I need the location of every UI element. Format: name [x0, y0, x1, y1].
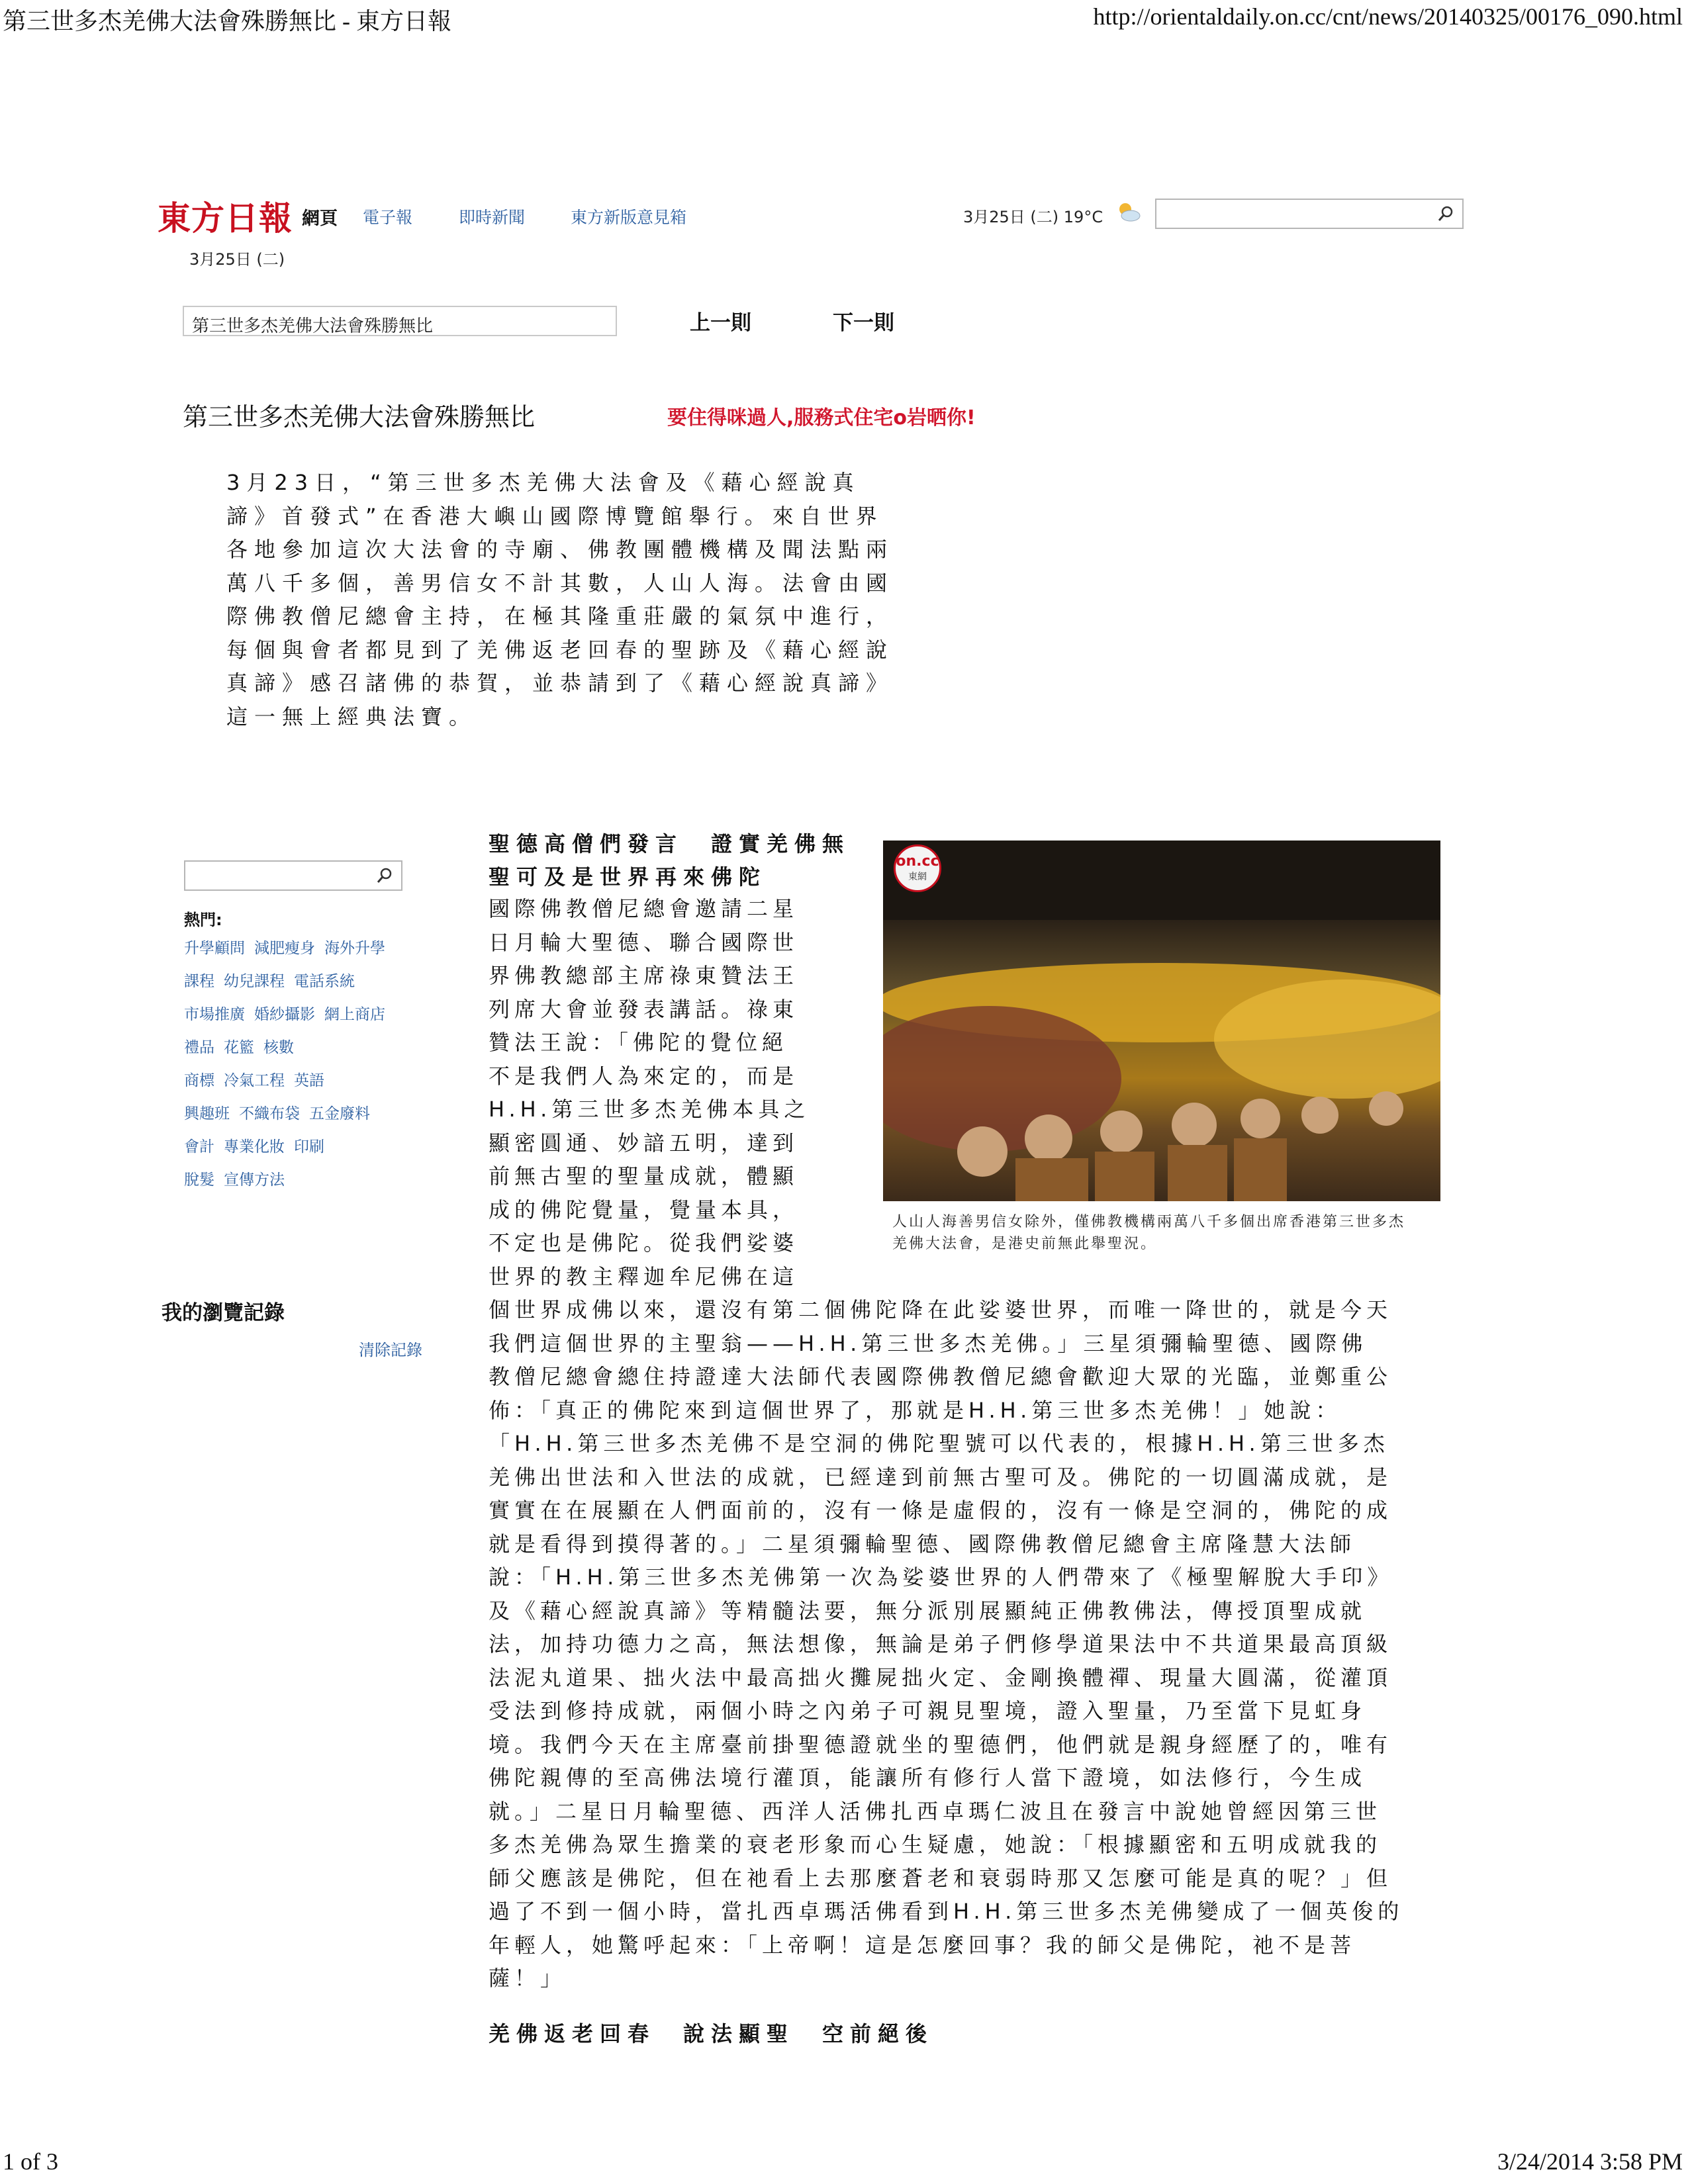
- oncc-logo-sub: 東網: [908, 872, 927, 882]
- search-icon[interactable]: [1437, 205, 1454, 222]
- hot-link[interactable]: 五金廢料: [309, 1105, 370, 1122]
- section1-narrow-text: 國際佛教僧尼總會邀請二星 日月輪大聖德、聯合國際世 界佛教總部主席祿東贊法王 列席大會並發表講話。祿東 贊法王說：「佛陀的覺位絕 不是我們人為來定的，而是 H.H.第三世多杰羌佛本具之 顯密圓通、妙諳五明，達到 前無古聖的聖量成就，體顯 成的佛陀覺量，覺量本具， 不定也是佛陀。從我們娑婆 世界的教主釋迦牟尼佛在這: [489, 896, 810, 1289]
- weather-icon: [1115, 200, 1141, 224]
- hot-link[interactable]: 海外升學: [324, 940, 385, 957]
- article-photo[interactable]: [883, 841, 1440, 1201]
- promo-link[interactable]: 要住得咪過人,服務式住宅o岩晒你!: [667, 406, 976, 430]
- print-page-title: 第三世多杰羌佛大法會殊勝無比 - 東方日報: [3, 8, 451, 34]
- header-search-input[interactable]: [1155, 199, 1464, 229]
- hot-link[interactable]: 核數: [263, 1039, 294, 1056]
- hot-link[interactable]: 電話系統: [294, 973, 355, 990]
- hot-link[interactable]: 幼兒課程: [224, 973, 285, 990]
- hot-link[interactable]: 會計: [184, 1138, 214, 1156]
- date-weather: 3月25日 (二) 19°C: [963, 208, 1103, 226]
- hot-links-row: [184, 1170, 402, 1190]
- sidebar-search-input[interactable]: [184, 860, 402, 891]
- clear-history-link[interactable]: 清除記錄: [359, 1341, 422, 1359]
- lead-paragraph: 3月23日，“第三世多杰羌佛大法會及《藉心經說真 諦》首發式”在香港大嶼山國際博覽館舉行。來自世界 各地參加這次大法會的寺廟、佛教團體機構及聞法點兩 萬八千多個，善男信女不計其數，人山人海。法會由國 際佛教僧尼總會主持，在極其隆重莊嚴的氣氛中進行， 每個與會者都見到了羌佛返老回春的聖跡及《藉心經說 真諦》感召諸佛的恭賀，並恭請到了《藉心經說真諦》 這一無上經典法寶。: [226, 470, 894, 729]
- hot-link[interactable]: 禮品: [184, 1039, 214, 1056]
- hot-links-row: [184, 1038, 402, 1058]
- hot-link[interactable]: 課程: [184, 973, 214, 990]
- article-headline: 第三世多杰羌佛大法會殊勝無比: [183, 402, 536, 432]
- section2-title: 羌佛返老回春 說法顯聖 空前絕後: [489, 2021, 934, 2046]
- hot-link[interactable]: 專業化妝: [224, 1138, 285, 1156]
- oncc-logo-badge: [894, 844, 941, 892]
- web-label[interactable]: 網頁: [302, 208, 338, 229]
- nav-link-instant-news[interactable]: 即時新聞: [459, 208, 526, 227]
- photo-caption: 人山人海善男信女除外，僅佛教機構兩萬八千多個出席香港第三世多杰 羌佛大法會，是港史前無此舉聖況。: [892, 1214, 1406, 1252]
- search-icon[interactable]: [376, 867, 393, 884]
- hot-link[interactable]: 不織布袋: [239, 1105, 300, 1122]
- prev-article-button[interactable]: 上一則: [690, 311, 751, 335]
- hot-links-row: [184, 1071, 402, 1091]
- print-timestamp: 3/24/2014 3:58 PM: [1497, 2148, 1683, 2175]
- print-page-count: 1 of 3: [3, 2148, 58, 2175]
- hot-link[interactable]: 印刷: [294, 1138, 324, 1156]
- hot-link[interactable]: 興趣班: [184, 1105, 230, 1122]
- hot-link[interactable]: 升學顧問: [184, 940, 245, 957]
- site-logo[interactable]: 東方日報: [158, 199, 293, 238]
- hot-links-row: [184, 1137, 402, 1157]
- hot-link[interactable]: 宣傳方法: [224, 1171, 285, 1189]
- print-url: http://orientaldaily.on.cc/cnt/news/20140325/00176_090.html: [1093, 3, 1683, 30]
- hot-link[interactable]: 花籃: [224, 1039, 254, 1056]
- hot-link[interactable]: 婚紗攝影: [254, 1006, 315, 1023]
- hot-links-row: [184, 1005, 402, 1024]
- section1-title: 聖德高僧們發言 證實羌佛無 聖可及是世界再來佛陀: [489, 831, 851, 889]
- hot-link[interactable]: 市場推廣: [184, 1006, 245, 1023]
- hot-link[interactable]: 網上商店: [324, 1006, 385, 1023]
- section1-wide-text: 個世界成佛以來，還沒有第二個佛陀降在此娑婆世界，而唯一降世的，就是今天 我們這個世界的主聖翁——H.H.第三世多杰羌佛。」三星須彌輪聖德、國際佛 教僧尼總會總住持證達大法師代表國際佛教僧尼總會歡迎大眾的光臨，並鄭重公 佈：「真正的佛陀來到這個世界了，那就是H.H.第三世多杰羌佛！」她說： 「H.H.第三世多杰羌佛不是空洞的佛陀聖號可以代表的，根據H.H.第三世多杰 羌佛出世法和入世法的成就，已經達到前無古聖可及。佛陀的一切圓滿成就，是 實實在在展顯在人們面前的，沒有一條是虛假的，沒有一條是空洞的，佛陀的成 就是看得到摸得著的。」二星須彌輪聖德、國際佛教僧尼總會主席隆慧大法師 說：「H.H.第三世多杰羌佛第一次為娑婆世界的人們帶來了《極聖解脫大手印》 及《藉心經說真諦》等精髓法要，無分派別展顯純正佛教佛法，傳授頂聖成就 法，加持功德力之高，無法想像，無論是弟子們修學道果法中不共道果最高頂級 法泥丸道果、拙火法中最高拙火攤屍拙火定、金剛換體禪、現量大圓滿，從灌頂 受法到修持成就，兩個小時之內弟子可親見聖境，證入聖量，乃至當下見虹身 境。我們今天在主席臺前掛聖德證就坐的聖德們，他們就是親身經歷了的，唯有 佛陀親傳的至高佛法境行灌頂，能讓所有修行人當下證境，如法修行，今生成 就。」二星日月輪聖德、西洋人活佛扎西卓瑪仁波且在發言中說她曾經因第三世 多杰羌佛為眾生擔業的衰老形象而心生疑慮，她說：「根據顯密和五明成就我的 師父應該是佛陀，但在祂看上去那麼蒼老和衰弱時那又怎麼可能是真的呢？」但 過了不到一個小時，當扎西卓瑪活佛看到H.H.第三世多杰羌佛變成了一個英俊的 年輕人，她驚呼起來：「上帝啊！這是怎麼回事？我的師父是佛陀，祂不是菩 薩！」: [489, 1297, 1404, 1991]
- hot-links-row: [184, 1104, 402, 1124]
- nav-link-feedback[interactable]: 東方新版意見箱: [571, 208, 687, 227]
- hot-links: [184, 938, 402, 1203]
- hot-links-row: [184, 972, 402, 991]
- hot-link[interactable]: 英語: [294, 1072, 324, 1089]
- hot-link[interactable]: 冷氣工程: [224, 1072, 285, 1089]
- next-article-button[interactable]: 下一則: [833, 311, 894, 335]
- hot-link[interactable]: 脫髮: [184, 1171, 214, 1189]
- hot-links-row: [184, 938, 402, 958]
- hot-link[interactable]: 減肥瘦身: [254, 940, 315, 957]
- nav-link-epaper[interactable]: 電子報: [363, 208, 413, 227]
- oncc-logo-text: on.cc: [896, 853, 939, 870]
- sub-date: 3月25日 (二): [189, 250, 285, 269]
- history-title: 我的瀏覽記錄: [162, 1301, 285, 1325]
- article-title-field[interactable]: 第三世多杰羌佛大法會殊勝無比: [183, 306, 617, 336]
- hot-label: 熱門:: [184, 911, 222, 929]
- hot-link[interactable]: 商標: [184, 1072, 214, 1089]
